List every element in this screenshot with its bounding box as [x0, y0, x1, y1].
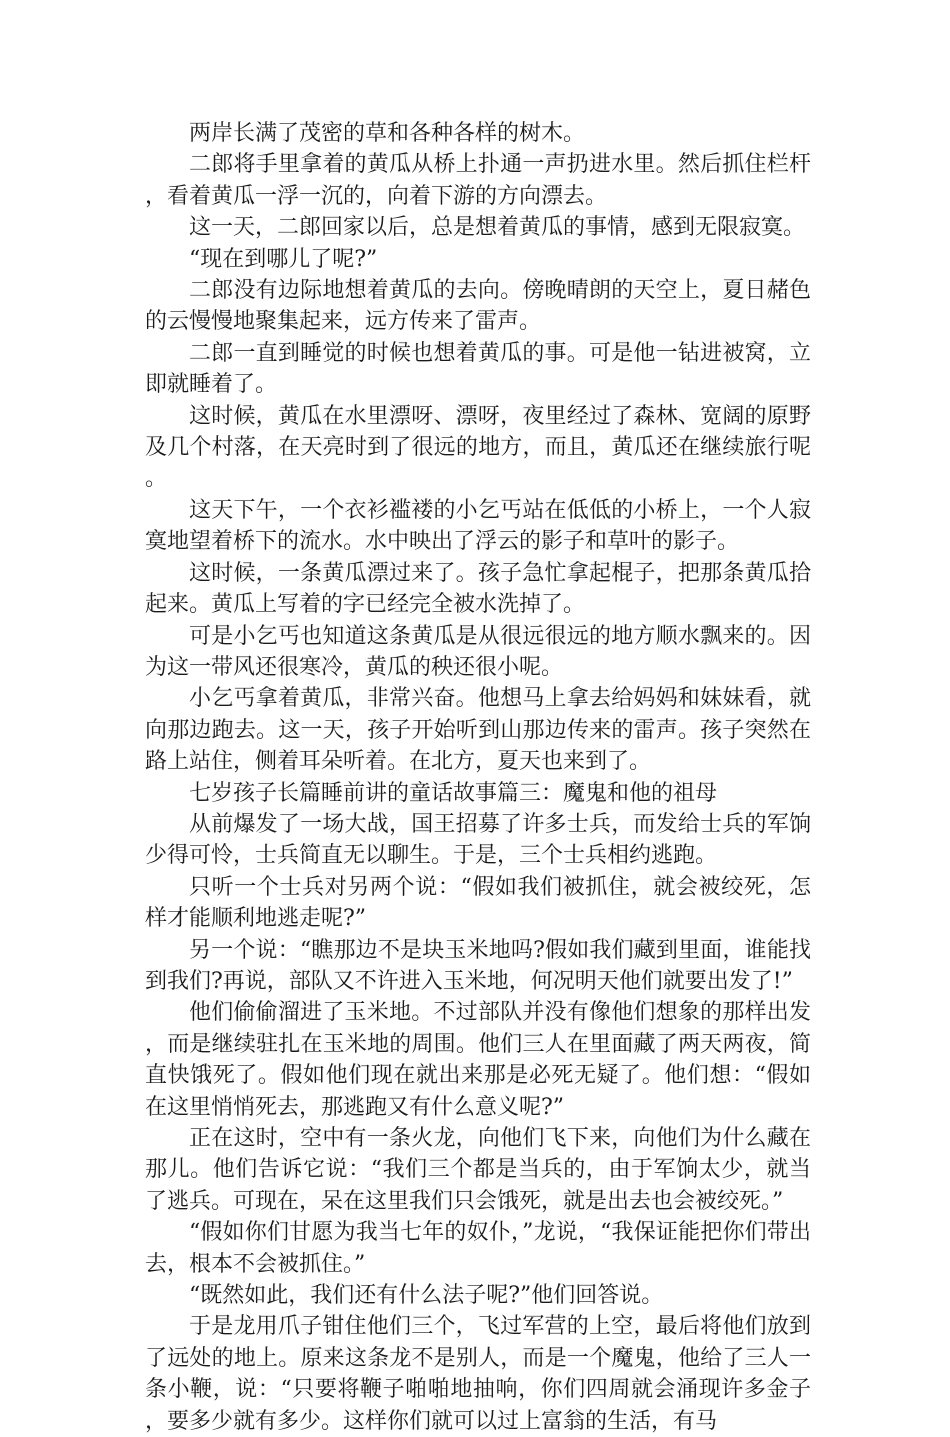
paragraph: 这时候，一条黄瓜漂过来了。孩子急忙拿起棍子，把那条黄瓜拾起来。黄瓜上写着的字已经完全被水洗掉了。	[145, 560, 811, 618]
section-heading: 七岁孩子长篇睡前讲的童话故事篇三：魔鬼和他的祖母	[189, 780, 718, 806]
paragraph: 二郎一直到睡觉的时候也想着黄瓜的事。可是他一钻进被窝，立即就睡着了。	[145, 340, 811, 398]
paragraph: 二郎没有边际地想着黄瓜的去向。傍晚晴朗的天空上，夏日赭色的云慢慢地聚集起来，远方传来了雷声。	[145, 278, 811, 335]
paragraph: 只听一个士兵对另两个说：“假如我们被抓住，就会被绞死，怎样才能顺利地逃走呢?”	[145, 874, 811, 932]
paragraph: “假如你们甘愿为我当七年的奴仆，”龙说，“我保证能把你们带出去，根本不会被抓住。”	[145, 1220, 811, 1277]
paragraph: 另一个说：“瞧那边不是块玉米地吗?假如我们藏到里面，谁能找到我们?再说，部队又不许进入玉米地，何况明天他们就要出发了!”	[145, 937, 811, 994]
paragraph: “既然如此，我们还有什么法子呢?”他们回答说。	[189, 1283, 664, 1309]
paragraph: 小乞丐拿着黄瓜，非常兴奋。他想马上拿去给妈妈和妹妹看，就向那边跑去。这一天，孩子开始听到山那边传来的雷声。孩子突然在路上站住，侧着耳朵听着。在北方，夏天也来到了。	[145, 686, 811, 775]
paragraph: “现在到哪儿了呢?”	[189, 246, 378, 272]
paragraph: 二郎将手里拿着的黄瓜从桥上扑通一声扔进水里。然后抓住栏杆，看着黄瓜一浮一沉的，向着下游的方向漂去。	[145, 152, 811, 209]
paragraph: 两岸长满了茂密的草和各种各样的树木。	[189, 121, 586, 146]
paragraph: 这天下午，一个衣衫褴褛的小乞丐站在低低的小桥上，一个人寂寞地望着桥下的流水。水中映出了浮云的影子和草叶的影子。	[145, 497, 811, 555]
document-body	[145, 118, 811, 1437]
paragraph: 他们偷偷溜进了玉米地。不过部队并没有像他们想象的那样出发，而是继续驻扎在玉米地的周围。他们三人在里面藏了两天两夜，简直快饿死了。假如他们现在就出来那是必死无疑了。他们想：“假如在这里悄悄死去，那逃跑又有什么意义呢?”	[145, 1000, 811, 1120]
paragraph: 于是龙用爪子钳住他们三个，飞过军营的上空，最后将他们放到了远处的地上。原来这条龙不是别人，而是一个魔鬼，他给了三人一条小鞭，说：“只要将鞭子啪啪地抽响，你们四周就会涌现许多金子，要多少就有多少。这样你们就可以过上富翁的生活，有马	[145, 1314, 811, 1434]
paragraph: 可是小乞丐也知道这条黄瓜是从很远很远的地方顺水飘来的。因为这一带风还很寒冷，黄瓜的秧还很小呢。	[145, 623, 811, 680]
paragraph: 这一天，二郎回家以后，总是想着黄瓜的事情，感到无限寂寞。	[189, 215, 806, 241]
paragraph: 从前爆发了一场大战，国王招募了许多士兵，而发给士兵的军饷少得可怜，士兵简直无以聊生。于是，三个士兵相约逃跑。	[145, 811, 811, 869]
paragraph: 这时候，黄瓜在水里漂呀、漂呀，夜里经过了森林、宽阔的原野及几个村落，在天亮时到了很远的地方，而且，黄瓜还在继续旅行呢。	[145, 403, 811, 492]
paragraph: 正在这时，空中有一条火龙，向他们飞下来，向他们为什么藏在那儿。他们告诉它说：“我们三个都是当兵的，由于军饷太少，就当了逃兵。可现在，呆在这里我们只会饿死，就是出去也会被绞死。”	[145, 1126, 811, 1214]
